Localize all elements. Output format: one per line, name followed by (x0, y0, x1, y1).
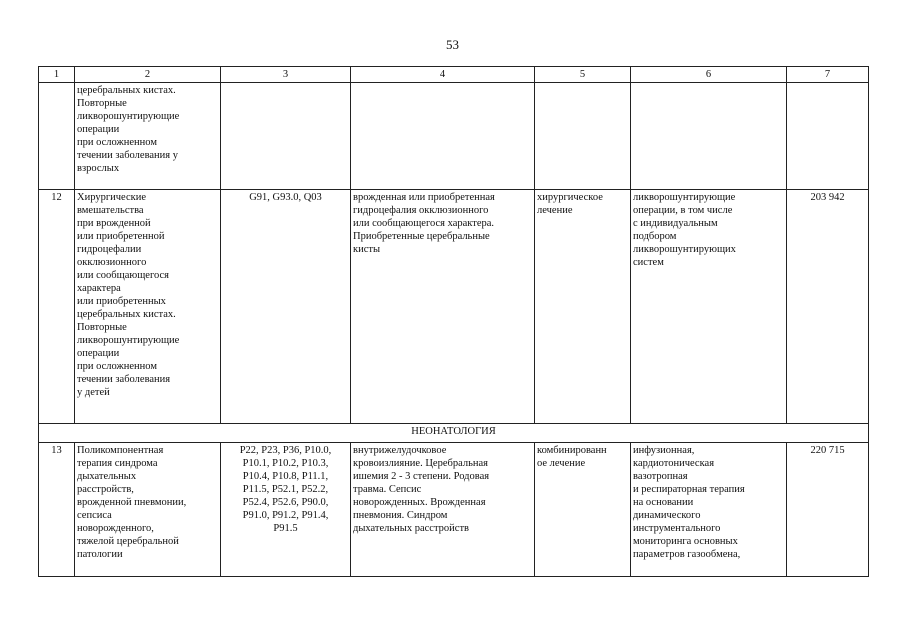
cell-text-line: вазотропная (633, 471, 688, 482)
cell-text-line: инфузионная, (633, 445, 695, 456)
procedures-table (38, 66, 869, 577)
icd-codes-cell (221, 443, 351, 577)
cell-text-line: ликворошунтирующие (77, 111, 180, 122)
cell-text-line: при врожденной (77, 218, 151, 229)
column-number-row (39, 67, 869, 83)
table-row (39, 190, 869, 424)
cell-text-line: сепсиса (77, 510, 112, 521)
cell-text-line: ое лечение (537, 458, 586, 469)
cell-text-line: кровоизлияние. Церебральная (353, 458, 488, 469)
cell-text-line: патологии (77, 549, 123, 560)
cell-text-line: P91.5 (273, 523, 298, 534)
cell-text-line: гидроцефалии (77, 244, 142, 255)
cell-text-line: характера (77, 283, 121, 294)
column-header: 4 (351, 67, 535, 83)
page-number: 53 (446, 37, 459, 52)
cell-text-line: систем (633, 257, 664, 268)
cell-text-line: дыхательных расстройств (353, 523, 469, 534)
cell-text-line: новорожденных. Врожденная (353, 497, 486, 508)
cell-text-line: P10.4, P10.8, P11.1, (242, 471, 329, 482)
procedure-name-cell (75, 190, 221, 424)
cell-text-line: и респираторная терапия (633, 484, 745, 495)
cell-text-line: у детей (77, 387, 110, 398)
cell-text-line: хирургическое (537, 192, 603, 203)
cell-text-line: Хирургические (77, 192, 146, 203)
cell-text-line: операции, в том числе (633, 205, 733, 216)
cell-text-line: P11.5, P52.1, P52.2, (242, 484, 329, 495)
cell-text-line: дыхательных (77, 471, 137, 482)
cell-text-line: G91, G93.0, Q03 (249, 192, 322, 203)
column-header: 6 (631, 67, 787, 83)
cell-text-line: инструментального (633, 523, 721, 534)
cell-text-line: или сообщающегося характера. (353, 218, 495, 229)
cell-text-line: гидроцефалия окклюзионного (353, 205, 489, 216)
treatment-type-cell (535, 443, 631, 577)
cell-text-line: внутрижелудочковое (353, 445, 447, 456)
treatment-method-cell (631, 190, 787, 424)
treatment-type-cell (535, 190, 631, 424)
cell-text-line: динамического (633, 510, 701, 521)
cell-text-line: Повторные (77, 322, 127, 333)
cell-text-line: P22, P23, P36, P10.0, (239, 445, 332, 456)
cell-text-line: терапия синдрома (77, 458, 158, 469)
cell-text-line: взрослых (77, 163, 120, 174)
patient-model-cell (351, 83, 535, 190)
cell-text-line: лечение (537, 205, 573, 216)
patient-model-cell (351, 443, 535, 577)
cell-text-line: расстройств, (77, 484, 134, 495)
cell-text-line: церебральных кистах. (77, 309, 176, 320)
norm-cost-cell (787, 83, 869, 190)
row-number-cell (39, 83, 75, 190)
cell-text-line: ликворошунтирующие (77, 335, 180, 346)
patient-model-cell (351, 190, 535, 424)
treatment-type-cell (535, 83, 631, 190)
cell-text-line: Поликомпонентная (77, 445, 164, 456)
cell-text-line: течении заболевания у (77, 150, 178, 161)
cell-text-line: врожденная или приобретенная (353, 192, 495, 203)
row-number-cell: 13 (39, 443, 75, 577)
cell-text-line: мониторинга основных (633, 536, 738, 547)
cell-text-line: Приобретенные церебральные (353, 231, 490, 242)
norm-cost-cell: 220 715 (787, 443, 869, 577)
table-row (39, 443, 869, 577)
cell-text-line: кисты (353, 244, 381, 255)
cell-text-line: подбором (633, 231, 677, 242)
cell-text-line: окклюзионного (77, 257, 147, 268)
section-title: НЕОНАТОЛОГИЯ (39, 424, 869, 443)
cell-text-line: или приобретенных (77, 296, 166, 307)
column-header: 7 (787, 67, 869, 83)
cell-text-line: новорожденного, (77, 523, 154, 534)
cell-text-line: тяжелой церебральной (77, 536, 179, 547)
cell-text-line: кардиотоническая (633, 458, 715, 469)
cell-text-line: ликворошунтирующих (633, 244, 736, 255)
cell-text-line: операции (77, 124, 120, 135)
column-header: 3 (221, 67, 351, 83)
cell-text-line: ликворошунтирующие (633, 192, 736, 203)
treatment-method-cell (631, 443, 787, 577)
cell-text-line: вмешательства (77, 205, 144, 216)
column-header: 2 (75, 67, 221, 83)
cell-text-line: P91.0, P91.2, P91.4, (242, 510, 329, 521)
cell-text-line: пневмония. Синдром (353, 510, 448, 521)
icd-codes-cell (221, 190, 351, 424)
cell-text-line: с индивидуальным (633, 218, 718, 229)
cell-text-line: P52.4, P52.6, P90.0, (242, 497, 329, 508)
norm-cost-cell: 203 942 (787, 190, 869, 424)
cell-text-line: при осложненном (77, 361, 157, 372)
cell-text-line: Повторные (77, 98, 127, 109)
section-header-row (39, 424, 869, 443)
procedure-name-cell (75, 83, 221, 190)
table-row (39, 83, 869, 190)
treatment-method-cell (631, 83, 787, 190)
column-header: 5 (535, 67, 631, 83)
cell-text-line: травма. Сепсис (353, 484, 422, 495)
procedure-name-cell (75, 443, 221, 577)
cell-text-line: параметров газообмена, (633, 549, 741, 560)
icd-codes-cell (221, 83, 351, 190)
row-number-cell: 12 (39, 190, 75, 424)
cell-text-line: комбинированн (537, 445, 607, 456)
cell-text-line: или сообщающегося (77, 270, 169, 281)
column-header: 1 (39, 67, 75, 83)
cell-text-line: операции (77, 348, 120, 359)
cell-text-line: при осложненном (77, 137, 157, 148)
cell-text-line: P10.1, P10.2, P10.3, (242, 458, 329, 469)
cell-text-line: течении заболевания (77, 374, 171, 385)
cell-text-line: ишемия 2 - 3 степени. Родовая (353, 471, 490, 482)
cell-text-line: или приобретенной (77, 231, 165, 242)
cell-text-line: церебральных кистах. (77, 85, 176, 96)
cell-text-line: врожденной пневмонии, (77, 497, 187, 508)
cell-text-line: на основании (633, 497, 694, 508)
